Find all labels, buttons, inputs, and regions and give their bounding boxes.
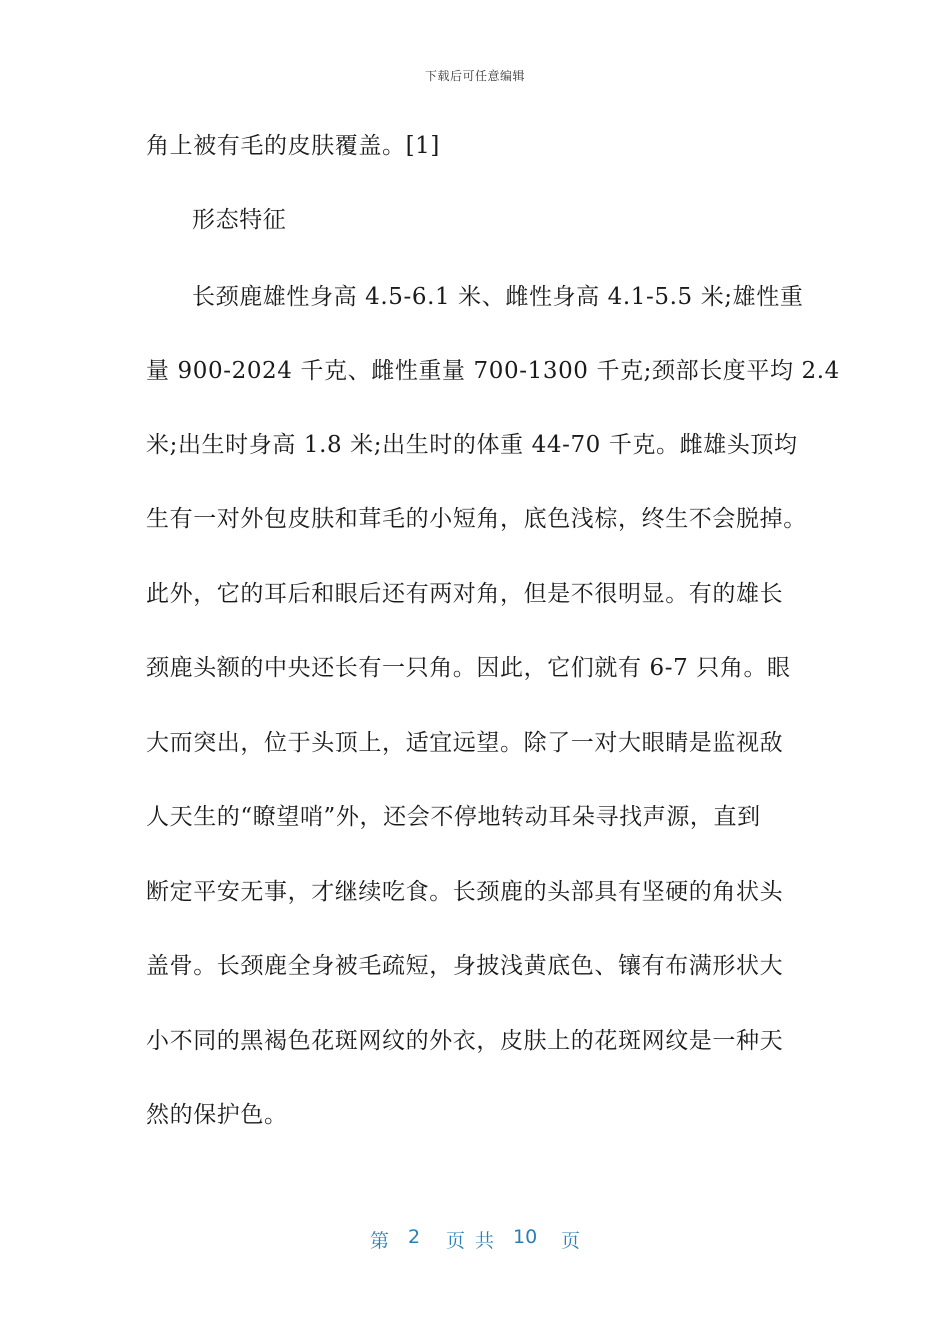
total-label: 共 <box>475 1230 495 1252</box>
text-line: 生有一对外包皮肤和茸毛的小短角，底色浅棕，终生不会脱掉。 <box>146 506 807 532</box>
text-line: 人天生的“瞭望哨”外，还会不停地转动耳朵寻找声源，直到 <box>146 804 761 830</box>
text-line: 小不同的黑褐色花斑网纹的外衣，皮肤上的花斑网纹是一种天 <box>146 1028 784 1054</box>
text-line: 量 900-2024 千克、雌性重量 700-1300 千克;颈部长度平均 2.4 <box>146 358 840 384</box>
text-line: 然的保护色。 <box>146 1102 288 1128</box>
text-line: 米;出生时身高 1.8 米;出生时的体重 44-70 千克。雌雄头顶均 <box>146 432 798 458</box>
text-line: 颈鹿头额的中央还长有一只角。因此，它们就有 6-7 只角。眼 <box>146 655 791 681</box>
text-line: 角上被有毛的皮肤覆盖。[1] <box>146 133 440 159</box>
page-number: 2 <box>408 1226 421 1248</box>
text-line: 盖骨。长颈鹿全身被毛疏短，身披浅黄底色、镶有布满形状大 <box>146 953 784 979</box>
total-pages: 10 <box>513 1226 538 1248</box>
text-line: 大而突出，位于头顶上，适宜远望。除了一对大眼睛是监视敌 <box>146 730 784 756</box>
total-unit: 页 <box>561 1230 581 1252</box>
text-line: 此外，它的耳后和眼后还有两对角，但是不很明显。有的雄长 <box>146 581 784 607</box>
section-heading: 形态特征 <box>192 207 287 233</box>
page-label: 第 <box>370 1230 390 1252</box>
text-line: 长颈鹿雄性身高 4.5-6.1 米、雌性身高 4.1-5.5 米;雄性重 <box>192 284 804 310</box>
text-line: 断定平安无事，才继续吃食。长颈鹿的头部具有坚硬的角状头 <box>146 879 784 905</box>
page-unit: 页 <box>446 1230 466 1252</box>
header-note: 下载后可任意编辑 <box>424 69 525 83</box>
page-footer <box>0 1226 950 1254</box>
